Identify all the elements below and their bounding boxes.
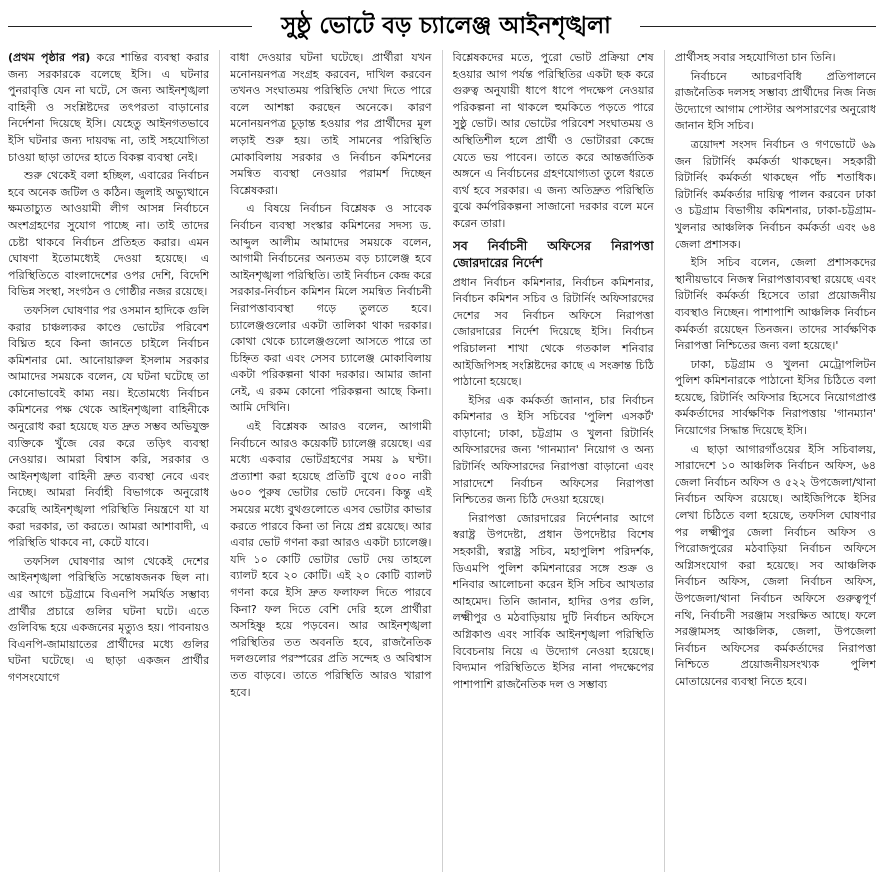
paragraph-text: করে শান্তির ব্যবস্থা করার জন্য সরকারকে বলেছে ইসি। এ ঘটনার পুনরাবৃত্তি যেন না ঘটে, সে জন্য আইনশৃঙ্খলা বাহিনী ও সংশ্লিষ্টদের তৎপরতা বাড়ানোর নির্দেশনা দিয়েছে ইসি। যেহেতু আইনগতভাবে ইসি ঘটনার জন্য দায়বদ্ধ না, তাই সহযোগিতা চাওয়া ছাড়া তাদের হাতে বিকল্প ব্যবস্থা নেই। — [8, 51, 210, 164]
column-3 — [453, 50, 654, 872]
column-divider — [219, 50, 220, 872]
headline-rule-right — [640, 26, 876, 27]
paragraph: বিশ্লেষকদের মতে, পুরো ভোট প্রক্রিয়া শেষ হওয়ার আগ পর্যন্ত পরিস্থিতির একটা ছক করে গুরুত্ব অনুযায়ী ধাপে ধাপে পদক্ষেপ নেওয়ার পরিকল্পনা না থাকলে হুমকিতে পড়তে পারে সুষ্ঠু ভোট। আর ভোটের পরিবেশ সংঘাতময় ও অস্থিতিশীল হলে প্রার্থী ও ভোটাররা কেন্দ্রে যেতে ভয় পাবেন। তাতে করে আন্তর্জাতিক অঙ্গনে এ নির্বাচনের গ্রহণযোগ্যতা তুলে ধরতে ব্যর্থ হবে সরকার। এ জন্য অতিদ্রুত পরিস্থিতি বুঝে কর্মপরিকল্পনা সাজানো দরকার বলে মনে করেন তারা। — [452, 51, 654, 230]
column-divider — [664, 50, 665, 872]
paragraph: তফসিল ঘোষণার আগ থেকেই দেশের আইনশৃঙ্খলা পরিস্থিতি সন্তোষজনক ছিল না। এর আগে চট্টগ্রামে বিএনপি সমর্থিত সম্ভাব্য প্রার্থীর প্রচারে গুলির ঘটনা ঘটে। এতে গুলিবিদ্ধ হয়ে একজনের মৃত্যুও হয়। পাবনায়ও বিএনপি-জামায়াতের প্রার্থীদের মধ্যে গুলির ঘটনা ঘটেছে। এ ছাড়া একজন প্রার্থীর গণসংযোগে — [8, 554, 210, 684]
paragraph: ত্রয়োদশ সংসদ নির্বাচন ও গণভোটে ৬৯ জন রিটার্নিং কর্মকর্তা থাকছেন। সহকারী রিটার্নিং কর্মকর্তা থাকছেন পাঁচ শতাধিক। রিটার্নিং কর্মকর্তার দায়িত্ব পালন করবেন ঢাকা ও চট্টগ্রাম বিভাগীয় কমিশনার, ঢাকা-চট্টগ্রাম-খুলনার আঞ্চলিক নির্বাচন কর্মকর্তা এবং ৬৪ জেলা প্রশাসক। — [674, 137, 876, 251]
article-body — [8, 50, 876, 872]
lead-marker: (প্রথম পৃষ্ঠার পর) — [8, 51, 91, 64]
paragraph: এ ছাড়া আগারগাঁওয়ের ইসি সচিবালয়, সারাদেশে ১০ আঞ্চলিক নির্বাচন অফিস, ৬৪ জেলা নির্বাচন অফিস ও ৫২২ উপজেলা/থানা নির্বাচন অফিস রয়েছে। আইজিপিকে ইসির লেখা চিঠিতে বলা হয়েছে, তফসিল ঘোষণার পর লক্ষ্মীপুর জেলা নির্বাচন অফিস ও পিরোজপুরের মঠবাড়িয়া নির্বাচন অফিসে অগ্নিসংযোগ করা হয়েছে। সব আঞ্চলিক নির্বাচন অফিস, জেলা নির্বাচন অফিস, উপজেলা/থানা নির্বাচন অফিসে গুরুত্বপূর্ণ নথি, নির্বাচনী সরঞ্জাম সংরক্ষিত আছে। ফলে সরঞ্জামসহ আঞ্চলিক, জেলা, উপজেলা নির্বাচন অফিসের কর্মকর্তাদের নিরাপত্তা নিশ্চিতে প্রয়োজনীয়সংখ্যক পুলিশ মোতায়েনের ব্যবস্থা নিতে হবে। — [674, 442, 876, 688]
subheading: সব নির্বাচনী অফিসের নিরাপত্তা জোরদারের নির্দেশ — [452, 237, 654, 270]
paragraph: ইসি সচিব বলেন, জেলা প্রশাসকদের স্থানীয়ভাবে নিজস্ব নিরাপত্তাব্যবস্থা রয়েছে এবং রিটার্নিং কর্মকর্তা হিসেবে তারা প্রয়োজনীয় ব্যবস্থাও নিচ্ছেন। পাশাপাশি আঞ্চলিক নির্বাচন কর্মকর্তা রয়েছেন তিনজন। তাদের সার্বক্ষণিক নিরাপত্তা নিশ্চিতের জন্য বলা হয়েছে।' — [674, 256, 876, 353]
column-divider — [442, 50, 443, 872]
paragraph: নির্বাচনে আচরণবিধি প্রতিপালনে রাজনৈতিক দলসহ সম্ভাব্য প্রার্থীদের নিজ নিজ উদ্যোগে আগাম পোস্টার অপসারণের অনুরোধ জানান ইসি সচিব। — [674, 69, 876, 133]
column-1 — [8, 50, 209, 872]
paragraph: এই বিশ্লেষক আরও বলেন, আগামী নির্বাচনে আরও কয়েকটি চ্যালেঞ্জ রয়েছে। এর মধ্যে একবার ভোটগ্রহণের সময় ৯ ঘণ্টা। প্রত্যাশা করা হয়েছে প্রতিটি বুথে ৫০০ নারী ৬০০ পুরুষ ভোটার ভোট দেবেন। কিন্তু এই সময়ের মধ্যে বুথগুলোতে এসব ভোটার কাভার করতে পারবে কিনা তা নিয়ে প্রশ্ন রয়েছে। আর এবার ভোট গণনা করা আরও একটা চ্যালেঞ্জ। যদি ১০ কোটি ভোটার ভোট দেয় তাহলে ব্যালট হবে ২০ কোটি। এই ২০ কোটি ব্যালট গণনা করে ইসি দ্রুত ফলাফল দিতে পারবে কিনা? ফল দিতে বেশি দেরি হলে প্রার্থীরা অসহিষ্ণু হয়ে পড়বেন। আর আইনশৃঙ্খলা পরিস্থিতির তত অবনতি হবে, রাজনৈতিক দলগুলোর পরস্পরের প্রতি সন্দেহ ও অবিশ্বাস তত বাড়বে। তাতে পরিস্থিতি আরও খারাপ হবে। — [230, 420, 432, 699]
paragraph — [8, 50, 209, 166]
paragraph: ইসির এক কর্মকর্তা জানান, চার নির্বাচন কমিশনার ও ইসি সচিবের 'পুলিশ এসকর্ট' বাড়ানো; ঢাকা, চট্টগ্রাম ও খুলনা রিটার্নিং অফিসারদের জন্য 'গানম্যান' নিয়োগ ও অন্য রিটার্নিং অফিসারদের নিরাপত্তা বাড়ানো এবং সারাদেশে নির্বাচন অফিসের নিরাপত্তা নিশ্চিতের জন্য চিঠি দেওয়া হয়েছে। — [452, 393, 654, 507]
column-2 — [230, 50, 431, 872]
paragraph: তফসিল ঘোষণার পর ওসমান হাদিকে গুলি করার চাঞ্চল্যকর কাণ্ডে ভোটের পরিবেশ বিঘ্নিত হবে কিনা জানতে চাইলে নির্বাচন কমিশনার মো. আনোয়ারুল ইসলাম সরকার আমাদের সময়কে বলেন, যে ঘটনা ঘটেছে তা কোনোভাবেই কাম্য নয়। ইতোমধ্যে নির্বাচন কমিশনের পক্ষ থেকে আইনশৃঙ্খলা বাহিনীকে অনুরোধ করা হয়েছে যত দ্রুত সম্ভব অভিযুক্ত ব্যক্তিকে খুঁজে বের করে তড়িৎ ব্যবস্থা নেওয়ার। আমরা বিশ্বাস করি, সরকার ও আইনশৃঙ্খলা বাহিনী দ্রুত ব্যবস্থা নেবে এবং নিচ্ছে। আমরা নির্বাহী বিভাগকে অনুরোধ করেছি আইনশৃঙ্খলা পরিস্থিতি নিয়ন্ত্রণে যা যা করা দরকার, তা করতে। আমরা আশাবাদী, এ পরিস্থিতি থাকবে না, কেটে যাবে। — [8, 303, 210, 550]
paragraph: প্রধান নির্বাচন কমিশনার, নির্বাচন কমিশনার, নির্বাচন কমিশন সচিব ও রিটার্নিং অফিসারদের দেশের সব নির্বাচন অফিসে নিরাপত্তা জোরদারের নির্দেশ দিয়েছে ইসি। নির্বাচন পরিচালনা শাখা থেকে গতকাল শনিবার আইজিপিসহ সংশ্লিষ্টদের কাছে এ সংক্রান্ত চিঠি পাঠানো হয়েছে। — [452, 275, 654, 389]
paragraph: নিরাপত্তা জোরদারের নির্দেশনার আগে স্বরাষ্ট্র উপদেষ্টা, প্রধান উপদেষ্টার বিশেষ সহকারী, স্বরাষ্ট্র সচিব, মহাপুলিশ পরিদর্শক, ডিএমপি পুলিশ কমিশনারের সঙ্গে শুক্র ও শনিবার আলোচনা করেন ইসি সচিব আখতার আহমেদ। তিনি জানান, হাদির ওপর গুলি, লক্ষ্মীপুর ও মঠবাড়িয়ায় দুটি নির্বাচন অফিসে অগ্নিকাণ্ড এবং সার্বিক আইনশৃঙ্খলা পরিস্থিতি বিবেচনায় নিয়ে এ উদ্যোগ নেওয়া হয়েছে। বিদ্যমান পরিস্থিতিতে ইসির নানা পদক্ষেপের পাশাপাশি রাজনৈতিক দল ও সম্ভাব্য — [452, 511, 654, 691]
paragraph: শুরু থেকেই বলা হচ্ছিল, এবারের নির্বাচন হবে অনেক জটিল ও কঠিন। জুলাই অভ্যুত্থানে ক্ষমতাচ্যুত আওয়ামী লীগ আসন্ন নির্বাচনে অংশগ্রহণের সুযোগ পাচ্ছে না। তাই তাদের চেষ্টা থাকবে নির্বাচন প্রতিহত করার। এমন ঘোষণা ইতোমধ্যেই দেওয়া হয়েছে। এ পরিস্থিতিতে বাংলাদেশের ওপর দেশি, বিদেশি বিভিন্ন সংস্থা, সংগঠন ও গোষ্ঠীর নজর রয়েছে। — [8, 169, 210, 299]
headline-rule-left — [8, 26, 252, 27]
headline-bar — [0, 6, 882, 46]
column-4 — [675, 50, 876, 872]
headline: সুষ্ঠু ভোটে বড় চ্যালেঞ্জ আইনশৃঙ্খলা — [281, 12, 611, 39]
paragraph: ঢাকা, চট্টগ্রাম ও খুলনা মেট্রোপলিটন পুলিশ কমিশনারকে পাঠানো ইসির চিঠিতে বলা হয়েছে, রিটার্নিং অফিসার হিসেবে নিয়োগপ্রাপ্ত কর্মকর্তাদের সার্বক্ষণিক নিরাপত্তায় 'গানম্যান' নিয়োগের সিদ্ধান্ত দিয়েছে ইসি। — [674, 357, 876, 438]
paragraph: বাধা দেওয়ার ঘটনা ঘটেছে। প্রার্থীরা যখন মনোনয়নপত্র সংগ্রহ করবেন, দাখিল করবেন তখনও সংঘাতময় পরিস্থিতি দেখা দিতে পারে বলে আশঙ্কা করছেন অনেকে। কারণ মনোনয়নপত্র চূড়ান্ত হওয়ার পর প্রার্থীদের মূল লড়াই শুরু হয়। তাই সামনের পরিস্থিতি মোকাবিলায় সরকার ও নির্বাচন কমিশনের সমন্বিত ব্যবস্থা নেওয়ার পরামর্শ দিচ্ছেন বিশ্লেষকরা। — [230, 51, 432, 197]
paragraph: এ বিষয়ে নির্বাচন বিশ্লেষক ও সাবেক নির্বাচন ব্যবস্থা সংস্কার কমিশনের সদস্য ড. আব্দুল আলীম আমাদের সময়কে বলেন, আগামী নির্বাচনের অন্যতম বড় চ্যালেঞ্জ হবে আইনশৃঙ্খলা পরিস্থিতি। তাই নির্বাচন কেন্দ্র করে সরকার-নির্বাচন কমিশন মিলে সমন্বিত নির্বাচনী নিরাপত্তাব্যবস্থা গড়ে তুলতে হবে। চ্যালেঞ্জগুলোর একটা তালিকা থাকা দরকার। কোথা থেকে চ্যালেঞ্জগুলো আসতে পারে তা চিহ্নিত করা এবং সেসব চ্যালেঞ্জ মোকাবিলায় একটা পরিকল্পনা থাকা দরকার। আমার জানা নেই, এ রকম কোনো পরিকল্পনা আছে কিনা। আমি দেখিনি। — [230, 202, 432, 415]
paragraph: প্রার্থীসহ সবার সহযোগিতা চান তিনি। — [674, 51, 836, 64]
